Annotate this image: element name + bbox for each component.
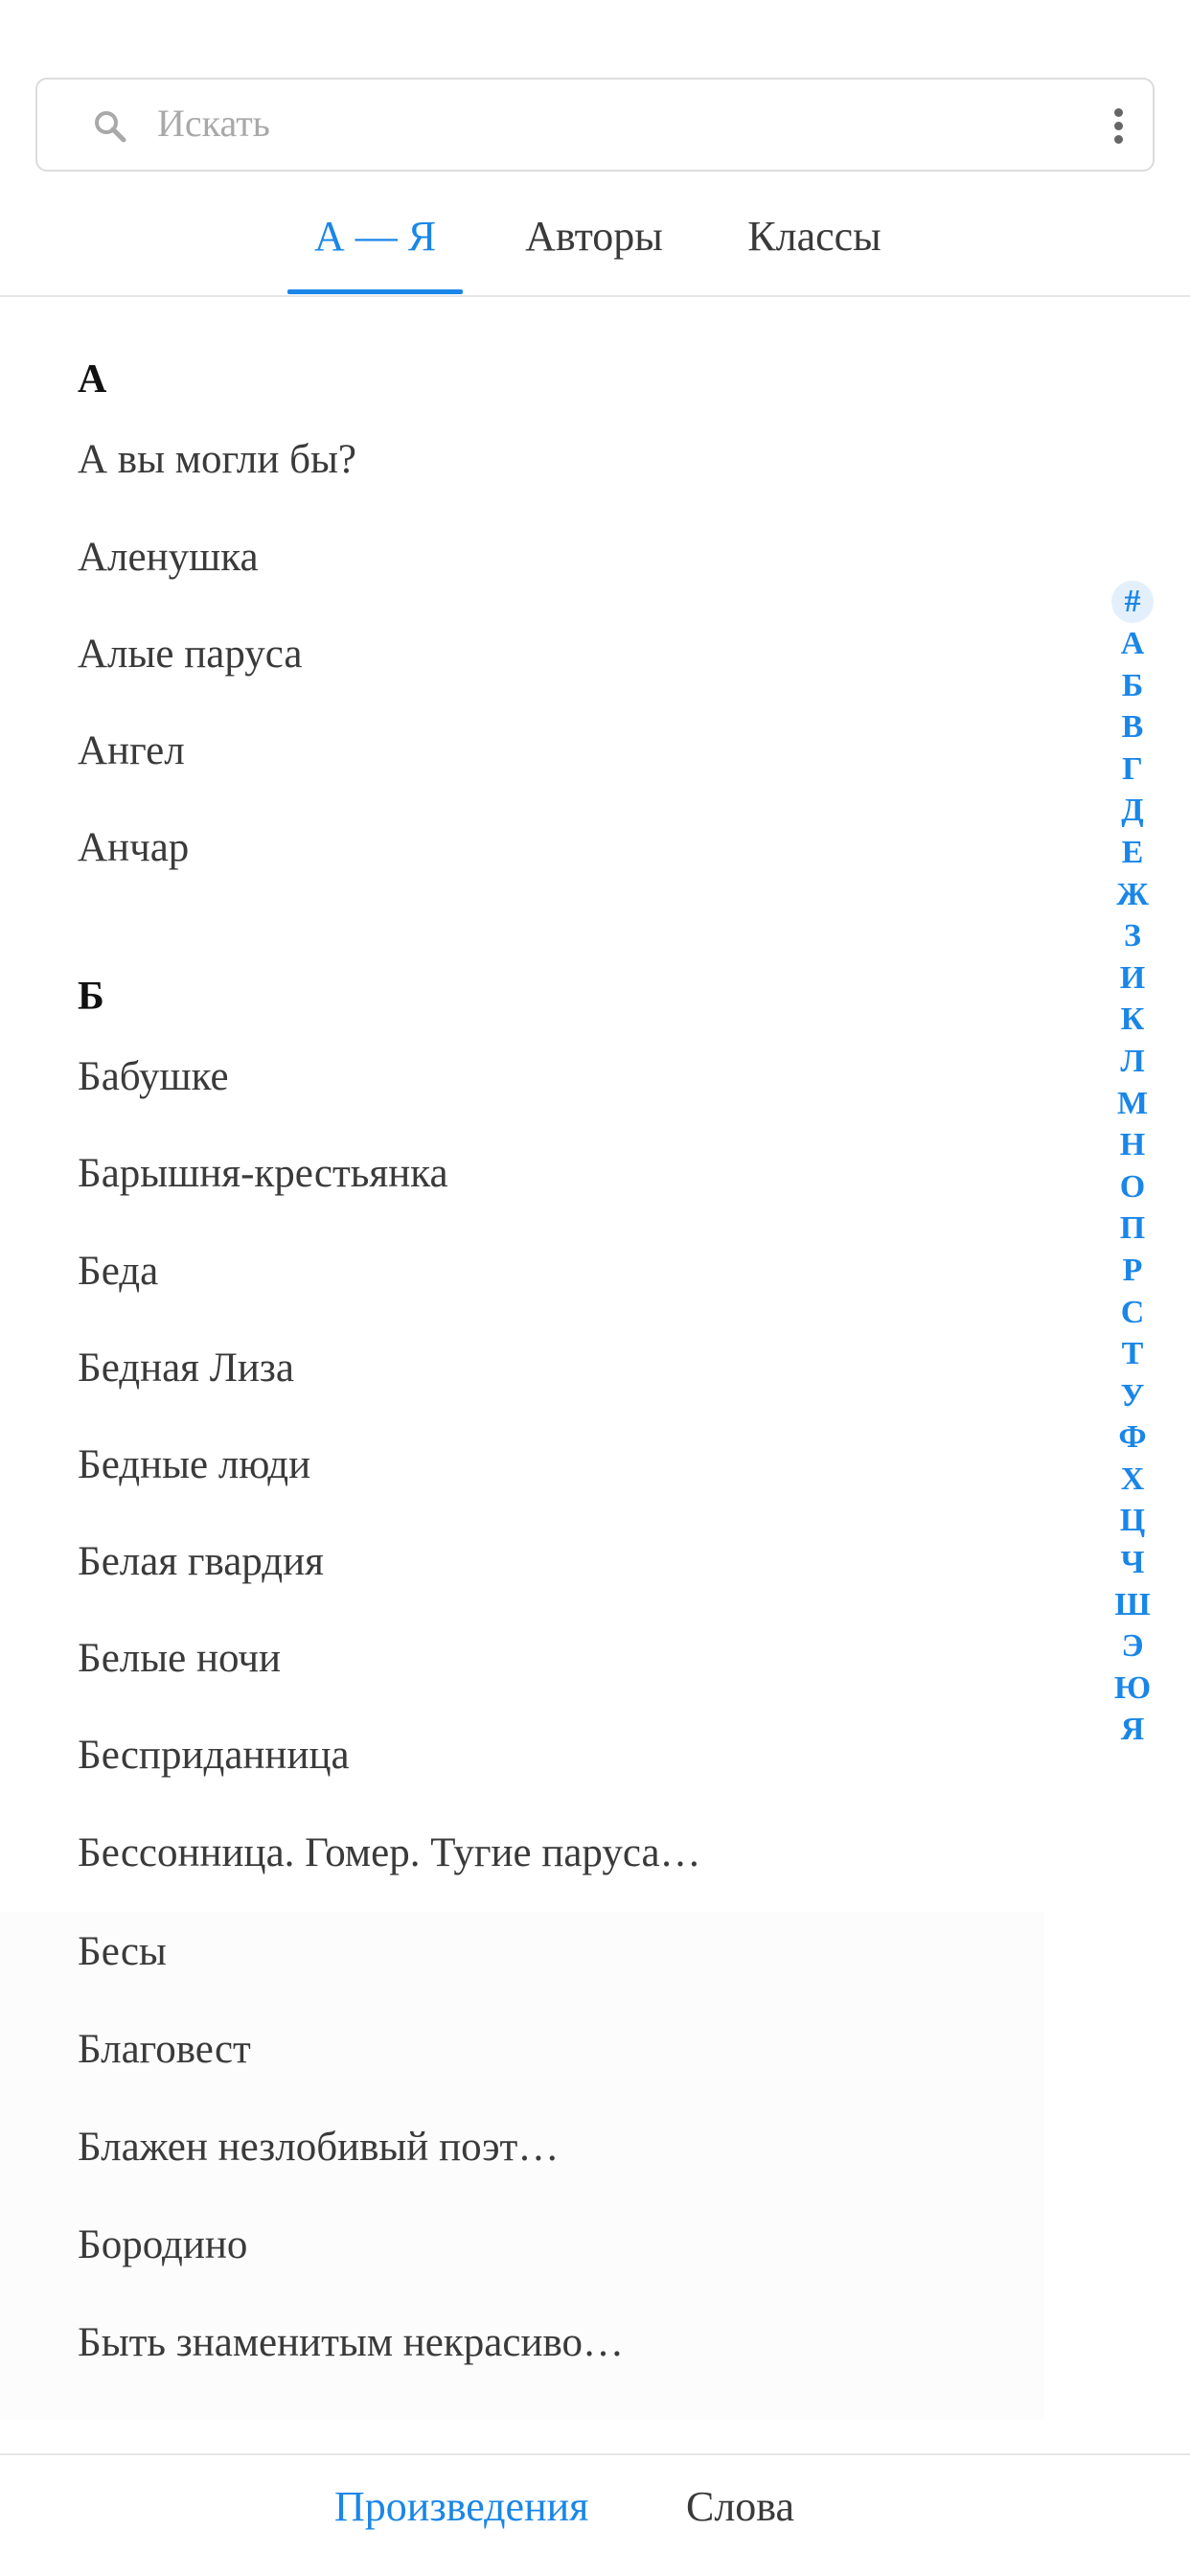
list-item[interactable]: Бессонница. Гомер. Тугие паруса… bbox=[78, 1830, 701, 1875]
list-item[interactable]: Бедная Лиза bbox=[78, 1346, 294, 1391]
tab-a-ya[interactable]: А — Я bbox=[313, 213, 437, 260]
top-tabs bbox=[0, 203, 1190, 295]
alpha-index-letter[interactable]: Н bbox=[1119, 1127, 1146, 1163]
alpha-index-letter[interactable]: О bbox=[1119, 1168, 1146, 1205]
section-header-b: Б bbox=[78, 975, 104, 1019]
list-item[interactable]: Алые паруса bbox=[78, 632, 303, 677]
alpha-index-letter[interactable]: А bbox=[1120, 626, 1145, 661]
list-item[interactable]: Ангел bbox=[78, 728, 185, 773]
alphabet-index[interactable] bbox=[1111, 581, 1154, 1751]
list-item[interactable]: Белая гвардия bbox=[78, 1539, 324, 1584]
alpha-index-letter[interactable]: М bbox=[1116, 1085, 1149, 1121]
more-vertical-icon[interactable] bbox=[1112, 108, 1124, 145]
list-item[interactable]: Бесы bbox=[78, 1929, 167, 1974]
alpha-index-letter[interactable]: У bbox=[1120, 1377, 1145, 1414]
alpha-index-letter[interactable]: И bbox=[1119, 959, 1146, 996]
alpha-index-letter[interactable]: Т bbox=[1121, 1336, 1144, 1372]
list-item[interactable]: Белые ночи bbox=[78, 1636, 281, 1681]
list-item[interactable]: Анчар bbox=[78, 825, 190, 870]
alpha-index-letter[interactable]: Б bbox=[1121, 667, 1144, 703]
alpha-index-letter[interactable]: С bbox=[1120, 1294, 1145, 1330]
alpha-index-letter[interactable]: Ж bbox=[1116, 876, 1149, 912]
alpha-index-letter[interactable]: Э bbox=[1121, 1628, 1144, 1665]
alpha-index-letter[interactable]: Ч bbox=[1120, 1545, 1145, 1581]
search-bar[interactable] bbox=[35, 78, 1155, 172]
alpha-index-letter[interactable]: # bbox=[1111, 581, 1154, 623]
bottom-tab-words[interactable]: Слова bbox=[686, 2483, 795, 2530]
alpha-index-letter[interactable]: Ф bbox=[1118, 1419, 1147, 1456]
list-item[interactable]: Беда bbox=[78, 1249, 159, 1294]
list-item[interactable]: Барышня-крестьянка bbox=[78, 1151, 448, 1196]
alpha-index-letter[interactable]: Ю bbox=[1113, 1669, 1152, 1706]
list-item[interactable]: А вы могли бы? bbox=[78, 437, 356, 482]
active-tab-indicator bbox=[287, 289, 463, 294]
alpha-index-letter[interactable]: Ш bbox=[1114, 1586, 1151, 1622]
list-item[interactable]: Блажен незлобивый поэт… bbox=[78, 2125, 560, 2170]
alpha-index-letter[interactable]: З bbox=[1124, 918, 1141, 954]
tab-classes[interactable]: Классы bbox=[747, 213, 881, 260]
alpha-index-letter[interactable]: Х bbox=[1120, 1460, 1145, 1497]
list-item[interactable]: Бородино bbox=[78, 2222, 248, 2267]
alpha-index-letter[interactable]: Е bbox=[1121, 834, 1144, 870]
list-item[interactable]: Благовест bbox=[78, 2027, 251, 2072]
tabs-divider bbox=[0, 295, 1190, 297]
alpha-index-letter[interactable]: Л bbox=[1120, 1043, 1145, 1079]
alpha-index-letter[interactable]: Ц bbox=[1119, 1503, 1146, 1539]
bottom-tab-works[interactable]: Произведения bbox=[334, 2483, 589, 2530]
section-header-a: А bbox=[78, 357, 107, 402]
bottom-bar-divider bbox=[0, 2453, 1190, 2455]
list-item[interactable]: Бесприданница bbox=[78, 1733, 350, 1778]
search-input[interactable]: Искать bbox=[157, 102, 270, 145]
alpha-index-letter[interactable]: П bbox=[1119, 1210, 1146, 1247]
tab-authors[interactable]: Авторы bbox=[525, 213, 663, 260]
alpha-index-letter[interactable]: К bbox=[1120, 1001, 1145, 1038]
search-icon bbox=[91, 107, 129, 146]
alpha-index-letter[interactable]: В bbox=[1121, 709, 1144, 746]
alpha-index-letter[interactable]: Р bbox=[1122, 1252, 1143, 1288]
list-item[interactable]: Бабушке bbox=[78, 1054, 229, 1099]
alpha-index-letter[interactable]: Д bbox=[1121, 793, 1144, 829]
alpha-index-letter[interactable]: Г bbox=[1122, 750, 1143, 787]
list-item[interactable]: Быть знаменитым некрасиво… bbox=[78, 2320, 624, 2365]
list-item[interactable]: Аленушка bbox=[78, 535, 259, 580]
list-item[interactable]: Бедные люди bbox=[78, 1442, 311, 1487]
alpha-index-letter[interactable]: Я bbox=[1120, 1712, 1145, 1748]
